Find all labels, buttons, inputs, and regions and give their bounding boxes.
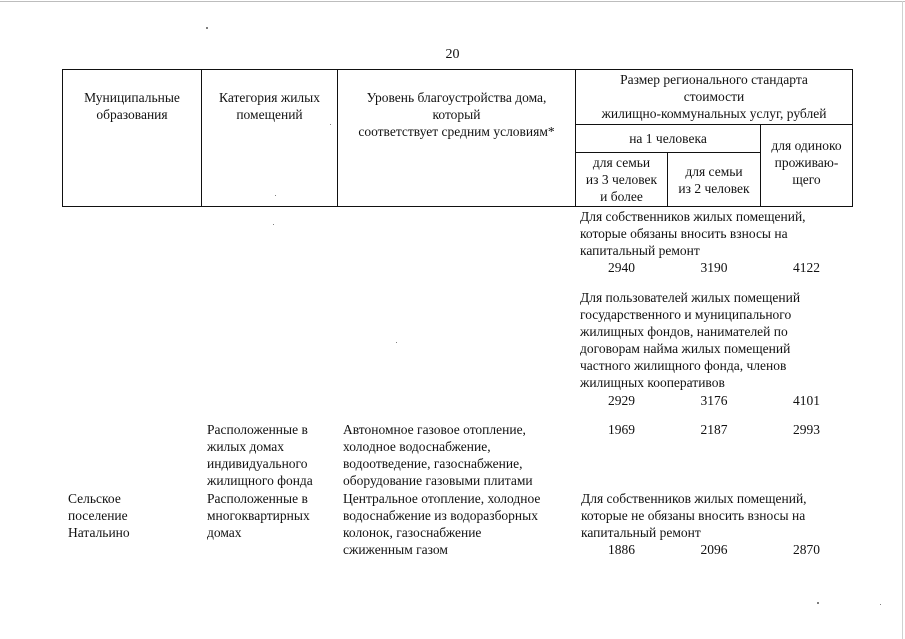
value-family2: 3190 xyxy=(700,260,728,275)
value-family2: 2096 xyxy=(700,542,728,557)
value-family2: 2187 xyxy=(700,422,728,437)
section-owners-obliged-text: Для собственников жилых помещений, которые обязаны вносить взносы на капитальный ремонт xyxy=(580,209,806,258)
value-family3: 2940 xyxy=(608,260,635,275)
value-single: 4101 xyxy=(793,393,820,408)
header-family-2: для семьи из 2 человек xyxy=(678,164,750,196)
row-individual-category: Расположенные в жилых домах индивидуального жилищного фонда xyxy=(207,422,313,488)
page-edge-right xyxy=(902,1,903,639)
value-family3: 1969 xyxy=(608,422,635,437)
value-single: 2993 xyxy=(793,422,820,437)
row-natalino-category: Расположенные в многоквартирных домах xyxy=(207,491,310,540)
header-comfort-level: Уровень благоустройства дома, который соответствует средним условиям* xyxy=(358,90,555,139)
row-individual-comfort: Автономное газовое отопление, холодное водоснабжение, водоотведение, газоснабжение, оборудование газовыми плитами xyxy=(343,422,533,488)
row-natalino-section-text: Для собственников жилых помещений, которые не обязаны вносить взносы на капитальный ремонт xyxy=(581,491,807,540)
value-family3: 1886 xyxy=(608,542,635,557)
header-per-person: на 1 человека xyxy=(629,131,707,146)
section-users-text: Для пользователей жилых помещений государственного и муниципального жилищных фондов, нанимателей по договорам найма жилых помещений частного жилищного фонда, членов жилищных кооперативов xyxy=(580,290,801,390)
value-single: 2870 xyxy=(793,542,820,557)
row-natalino-comfort: Центральное отопление, холодное водоснабжение из водоразборных колонок, газоснабжение сжиженным газом xyxy=(343,491,541,557)
value-single: 4122 xyxy=(793,260,820,275)
header-municipality: Муниципальные образования xyxy=(84,90,180,122)
header-single: для одиноко проживаю- щего xyxy=(771,138,842,187)
value-family3: 2929 xyxy=(608,393,635,408)
header-standard-size: Размер регионального стандарта стоимости жилищно-коммунальных услуг, рублей xyxy=(601,72,827,121)
header-family-3: для семьи из 3 человек и более xyxy=(585,155,658,204)
header-category: Категория жилых помещений xyxy=(219,90,320,122)
page-number: 20 xyxy=(445,47,460,62)
page-edge-top xyxy=(0,1,905,2)
value-family2: 3176 xyxy=(700,393,728,408)
row-natalino-municipality: Сельское поселение Натальино xyxy=(68,491,130,540)
